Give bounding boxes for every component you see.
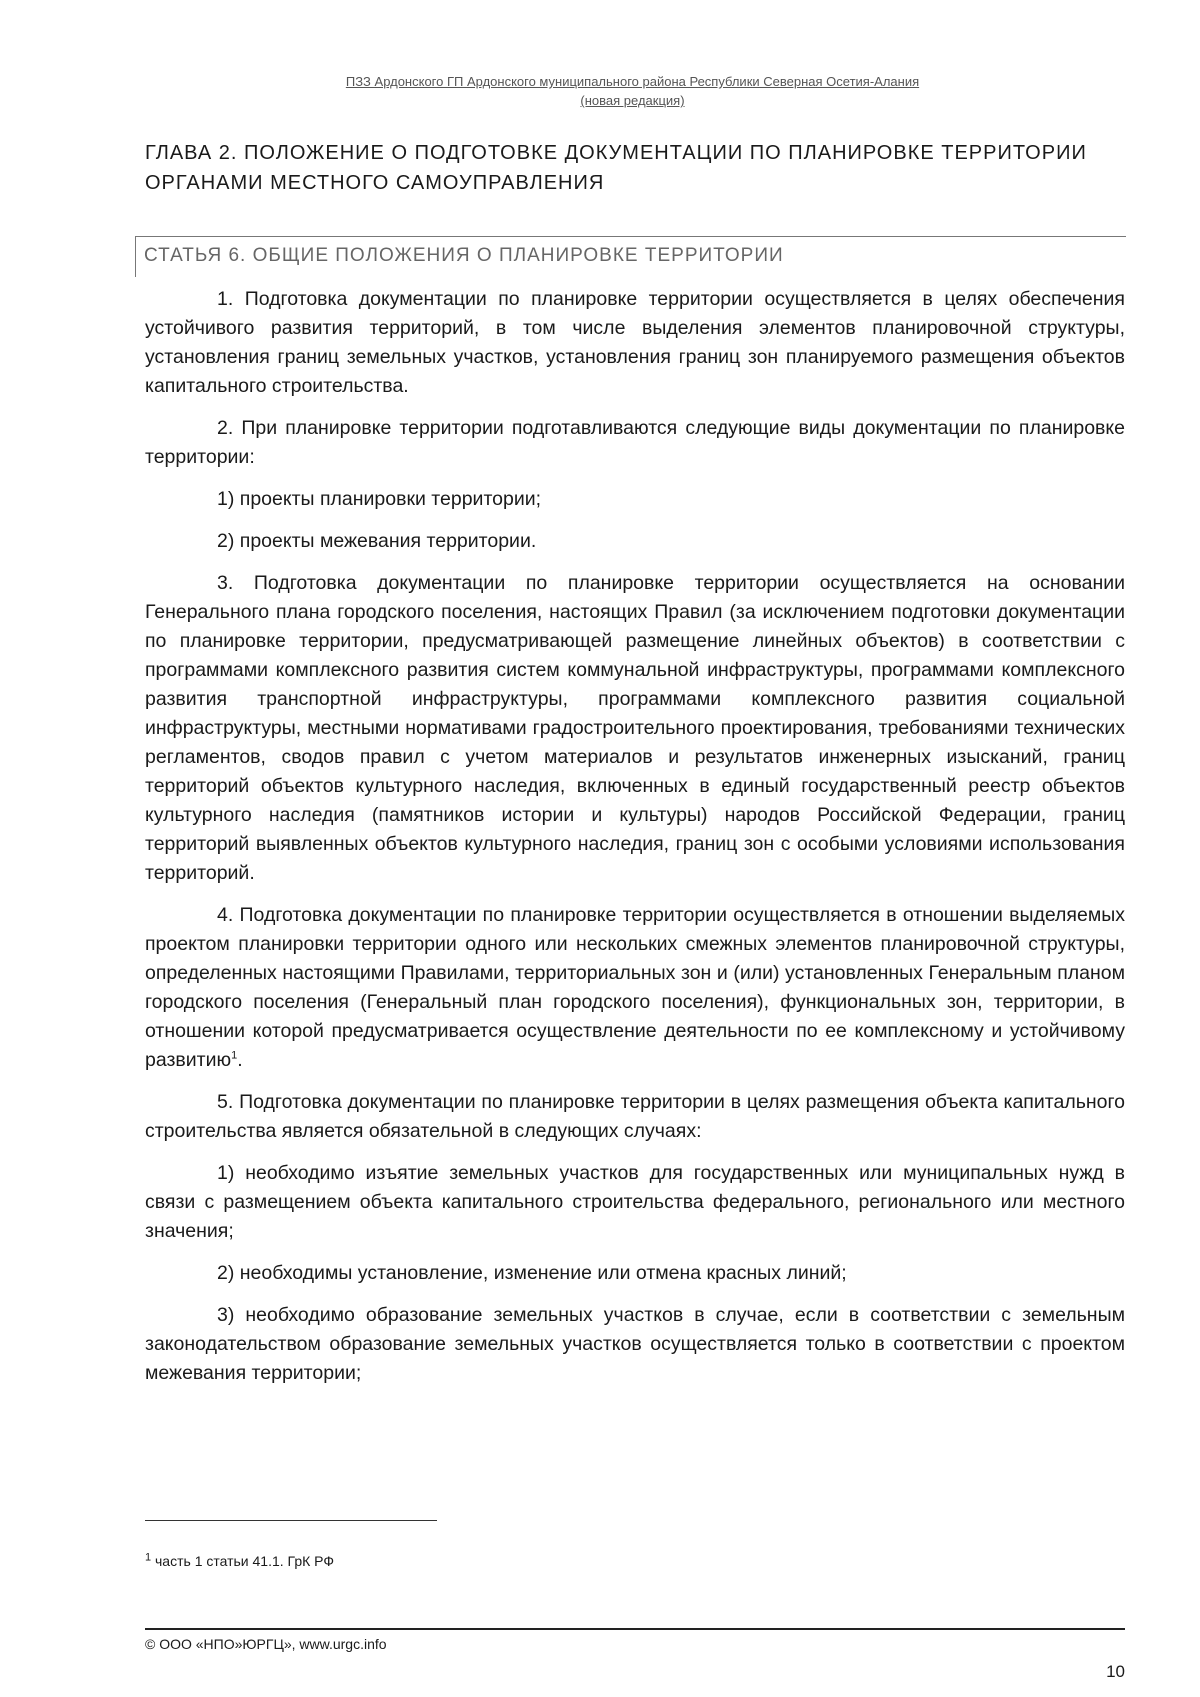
footnote-mark: 1 <box>145 1551 152 1564</box>
paragraph-5-item-3: 3) необходимо образование земельных участков в случае, если в соответствии с земельным законодательством образование земельных участков осуществляется только в соответствии с проектом межевания территории; <box>145 1304 1125 1384</box>
paragraph-4-end: . <box>237 1049 243 1071</box>
paragraph-1: 1. Подготовка документации по планировке территории осуществляется в целях обеспечения устойчивого развития территорий, в том числе выделения элементов планировочной структуры, установления границ земельных участков, установления границ зон планируемого размещения объектов капитального строительства. <box>145 288 1125 397</box>
paragraph-5-item-1: 1) необходимо изъятие земельных участков для государственных или муниципальных нужд в связи с размещением объекта капитального строительства федерального, регионального или местного значения; <box>145 1162 1125 1242</box>
header-line-2: (новая редакция) <box>580 93 685 108</box>
paragraph-2: 2. При планировке территории подготавливаются следующие виды документации по планировке территории: <box>145 417 1125 468</box>
running-header <box>140 72 1125 110</box>
page-number: 10 <box>1106 1662 1125 1681</box>
article-title: СТАТЬЯ 6. ОБЩИЕ ПОЛОЖЕНИЯ О ПЛАНИРОВКЕ ТЕРРИТОРИИ <box>144 245 784 266</box>
footnote-separator <box>145 1520 437 1521</box>
footer-copyright: © ООО «НПО»ЮРГЦ», www.urgc.info <box>145 1636 387 1652</box>
paragraph-2-item-2: 2) проекты межевания территории. <box>217 530 537 552</box>
header-line-1: ПЗЗ Ардонского ГП Ардонского муниципального района Республики Северная Осетия-Алания <box>345 74 920 89</box>
footnote <box>145 1552 334 1570</box>
chapter-title: ГЛАВА 2. ПОЛОЖЕНИЕ О ПОДГОТОВКЕ ДОКУМЕНТАЦИИ ПО ПЛАНИРОВКЕ ТЕРРИТОРИИ ОРГАНАМИ МЕСТНОГО САМОУПРАВЛЕНИЯ <box>145 142 1087 194</box>
document-body <box>145 285 1125 1401</box>
article-heading-box <box>135 236 1126 277</box>
paragraph-4-text: 4. Подготовка документации по планировке территории осуществляется в отношении выделяемых проектом планировки территории одного или нескольких смежных элементов планировочной структуры, определенных настоящими Правилами, территориальных зон и (или) установленных Генеральным планом городского поселения (Генеральный план городского поселения), функциональных зон, территории, в отношении которой предусматривается осуществление деятельности по ее комплексному и устойчивому развитию <box>145 904 1125 1071</box>
paragraph-5-item-2: 2) необходимы установление, изменение или отмена красных линий; <box>217 1262 847 1284</box>
paragraph-2-item-1: 1) проекты планировки территории; <box>217 488 542 510</box>
footer-divider <box>145 1628 1125 1630</box>
footnote-text: часть 1 статьи 41.1. ГрК РФ <box>151 1553 334 1569</box>
paragraph-5: 5. Подготовка документации по планировке территории в целях размещения объекта капитального строительства является обязательной в следующих случаях: <box>145 1091 1125 1142</box>
footnote-reference[interactable]: 1 <box>231 1049 238 1062</box>
paragraph-3: 3. Подготовка документации по планировке территории осуществляется на основании Генерального плана городского поселения, настоящих Правил (за исключением подготовки документации по планировке территории, предусматривающей размещение линейных объектов) в соответствии с программами комплексного развития систем коммунальной инфраструктуры, программами комплексного развития транспортной инфраструктуры, программами комплексного развития социальной инфраструктуры, местными нормативами градостроительного проектирования, требованиями технических регламентов, сводов правил с учетом материалов и результатов инженерных изысканий, границ территорий объектов культурного наследия, включенных в единый государственный реестр объектов культурного наследия (памятников истории и культуры) народов Российской Федерации, границ территорий выявленных объектов культурного наследия, границ зон с особыми условиями использования территорий. <box>145 572 1125 884</box>
paragraph-4 <box>145 901 1125 1075</box>
